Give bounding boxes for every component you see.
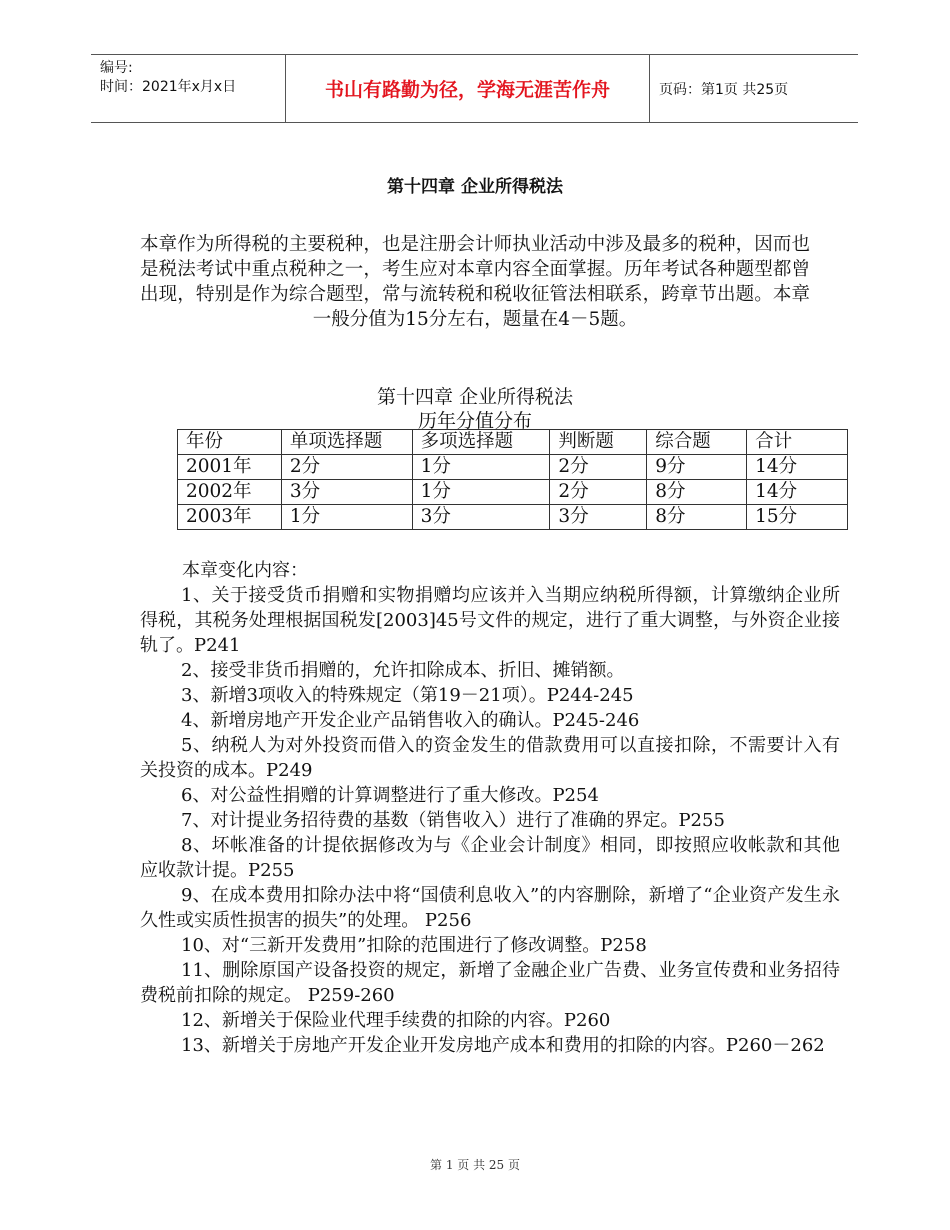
- change-item: 1、关于接受货币捐赠和实物捐赠均应该并入当期应纳税所得额，计算缴纳企业所得税，其税务处理根据国税发[2003]45号文件的规定，进行了重大调整，与外资企业接轨了。P241: [140, 585, 840, 656]
- table-cell: 14分: [747, 480, 848, 505]
- header-divider: [649, 55, 650, 122]
- table-row: [178, 505, 848, 530]
- table-cell: 1分: [412, 455, 550, 480]
- page-footer: 第 1 页 共 25 页: [430, 1158, 520, 1172]
- table-header-cell: 多项选择题: [412, 430, 550, 455]
- header-page-number: 页码：第1页 共25页: [659, 82, 789, 98]
- table-cell: 8分: [647, 505, 747, 530]
- table-cell: 1分: [281, 505, 412, 530]
- table-cell: 2分: [550, 455, 647, 480]
- table-cell: 2分: [550, 480, 647, 505]
- changes-heading: 本章变化内容：: [182, 560, 308, 581]
- table-cell: 8分: [647, 480, 747, 505]
- change-item: 12、新增关于保险业代理手续费的扣除的内容。P260: [181, 1010, 611, 1031]
- table-header-cell: 判断题: [550, 430, 647, 455]
- table-cell: 2001年: [178, 455, 282, 480]
- table-row: [178, 455, 848, 480]
- table-cell: 15分: [747, 505, 848, 530]
- change-item: 13、新增关于房地产开发企业开发房地产成本和费用的扣除的内容。P260－262: [181, 1035, 825, 1056]
- table-cell: 1分: [412, 480, 550, 505]
- change-item: 8、坏帐准备的计提依据修改为与《企业会计制度》相同，即按照应收帐款和其他应收款计提。P255: [140, 835, 840, 881]
- change-item: 5、纳税人为对外投资而借入的资金发生的借款费用可以直接扣除，不需要计入有关投资的成本。P249: [140, 735, 840, 781]
- change-item: 10、对“三新开发费用”扣除的范围进行了修改调整。P258: [181, 935, 647, 956]
- table-header-cell: 综合题: [647, 430, 747, 455]
- change-item: 9、在成本费用扣除办法中将“国债利息收入”的内容删除，新增了“企业资产发生永久性或实质性损害的损失”的处理。 P256: [140, 885, 840, 931]
- change-item: 11、删除原国产设备投资的规定，新增了金融企业广告费、业务宣传费和业务招待费税前扣除的规定。 P259-260: [140, 960, 840, 1006]
- chapter-title: 第十四章 企业所得税法: [387, 177, 563, 197]
- changes-section: [140, 558, 840, 1058]
- table-cell: 14分: [747, 455, 848, 480]
- table-cell: 3分: [281, 480, 412, 505]
- table-cell: 2003年: [178, 505, 282, 530]
- table-caption: 第十四章 企业所得税法: [376, 386, 574, 408]
- doc-number-label: 编号:: [100, 60, 133, 76]
- intro-paragraph: 本章作为所得税的主要税种，也是注册会计师执业活动中涉及最多的税种，因而也是税法考试中重点税种之一，考生应对本章内容全面掌握。历年考试各种题型都曾出现，特别是作为综合题型，常与流转税和税收征管法相联系，跨章节出题。本章一般分值为15分左右，题量在4－5题。: [140, 234, 810, 330]
- table-subcaption: 历年分值分布: [417, 410, 532, 432]
- change-item: 4、新增房地产开发企业产品销售收入的确认。P245-246: [181, 710, 640, 731]
- header-meta: [100, 59, 236, 97]
- change-item: 6、对公益性捐赠的计算调整进行了重大修改。P254: [181, 785, 599, 806]
- table-header-row: [178, 430, 848, 455]
- score-distribution-table: [177, 429, 848, 530]
- change-item: 2、接受非货币捐赠的，允许扣除成本、折旧、摊销额。: [181, 660, 625, 681]
- table-header-cell: 年份: [178, 430, 282, 455]
- table-cell: 3分: [550, 505, 647, 530]
- header-motto: 书山有路勤为径，学海无涯苦作舟: [324, 79, 610, 101]
- table-cell: 2002年: [178, 480, 282, 505]
- table-cell: 3分: [412, 505, 550, 530]
- table-row: [178, 480, 848, 505]
- time-label: 时间：2021年x月x日: [100, 79, 237, 95]
- table-cell: 9分: [647, 455, 747, 480]
- page-header: [91, 54, 858, 123]
- table-header-cell: 单项选择题: [281, 430, 412, 455]
- table-cell: 2分: [281, 455, 412, 480]
- table-header-cell: 合计: [747, 430, 848, 455]
- change-item: 7、对计提业务招待费的基数（销售收入）进行了准确的界定。P255: [181, 810, 725, 831]
- change-item: 3、新增3项收入的特殊规定（第19－21项）。P244-245: [181, 685, 634, 706]
